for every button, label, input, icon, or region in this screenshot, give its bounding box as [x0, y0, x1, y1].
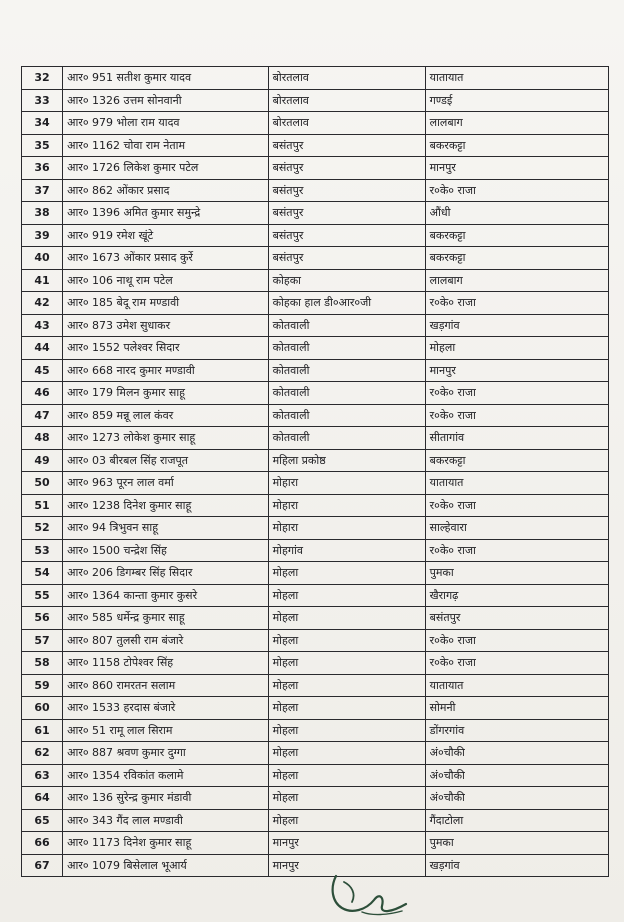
current-posting-cell: कोतवाली	[268, 337, 425, 360]
current-posting-cell: मानपुर	[268, 854, 425, 877]
current-posting-cell: मोहला	[268, 719, 425, 742]
employee-name-cell: आर० 1726 लिकेश कुमार पटेल	[63, 157, 269, 180]
new-posting-cell: यातायात	[425, 67, 608, 90]
employee-name-cell: आर० 1500 चन्द्रेश सिंह	[63, 539, 269, 562]
serial-number-cell: 53	[22, 539, 63, 562]
current-posting-cell: कोतवाली	[268, 314, 425, 337]
serial-number-cell: 65	[22, 809, 63, 832]
table-row	[22, 832, 609, 855]
new-posting-cell: अं०चौकी	[425, 764, 608, 787]
table-row	[22, 292, 609, 315]
serial-number-cell: 41	[22, 269, 63, 292]
new-posting-cell: डोंगरगांव	[425, 719, 608, 742]
serial-number-cell: 67	[22, 854, 63, 877]
employee-name-cell: आर० 963 पूरन लाल वर्मा	[63, 472, 269, 495]
table-row	[22, 629, 609, 652]
current-posting-cell: कोतवाली	[268, 359, 425, 382]
new-posting-cell: लालबाग	[425, 112, 608, 135]
table-row	[22, 157, 609, 180]
new-posting-cell: बसंतपुर	[425, 607, 608, 630]
new-posting-cell: लालबाग	[425, 269, 608, 292]
employee-name-cell: आर० 1238 दिनेश कुमार साहू	[63, 494, 269, 517]
new-posting-cell: औंधी	[425, 202, 608, 225]
table-row	[22, 719, 609, 742]
current-posting-cell: मोहला	[268, 629, 425, 652]
employee-name-cell: आर० 1273 लोकेश कुमार साहू	[63, 427, 269, 450]
current-posting-cell: मोहला	[268, 584, 425, 607]
new-posting-cell: खड़गांव	[425, 314, 608, 337]
table-row	[22, 247, 609, 270]
current-posting-cell: बसंतपुर	[268, 157, 425, 180]
table-row	[22, 449, 609, 472]
current-posting-cell: बसंतपुर	[268, 134, 425, 157]
table-row	[22, 404, 609, 427]
employee-name-cell: आर० 1533 हरदास बंजारे	[63, 697, 269, 720]
table-row	[22, 764, 609, 787]
new-posting-cell: बकरकट्टा	[425, 247, 608, 270]
employee-name-cell: आर० 979 भोला राम यादव	[63, 112, 269, 135]
employee-name-cell: आर० 1354 रविकांत कलामे	[63, 764, 269, 787]
employee-name-cell: आर० 179 मिलन कुमार साहू	[63, 382, 269, 405]
serial-number-cell: 61	[22, 719, 63, 742]
serial-number-cell: 47	[22, 404, 63, 427]
table-row	[22, 674, 609, 697]
new-posting-cell: मानपुर	[425, 157, 608, 180]
new-posting-cell: खड़गांव	[425, 854, 608, 877]
serial-number-cell: 48	[22, 427, 63, 450]
table-row	[22, 854, 609, 877]
current-posting-cell: मोहला	[268, 562, 425, 585]
new-posting-cell: अं०चौकी	[425, 787, 608, 810]
serial-number-cell: 46	[22, 382, 63, 405]
table-row	[22, 742, 609, 765]
table-row	[22, 427, 609, 450]
serial-number-cell: 35	[22, 134, 63, 157]
new-posting-cell: र०के० राजा	[425, 179, 608, 202]
table-row	[22, 179, 609, 202]
serial-number-cell: 50	[22, 472, 63, 495]
employee-name-cell: आर० 859 मन्नू लाल कंवर	[63, 404, 269, 427]
table-row	[22, 472, 609, 495]
serial-number-cell: 51	[22, 494, 63, 517]
table-row	[22, 67, 609, 90]
serial-number-cell: 62	[22, 742, 63, 765]
serial-number-cell: 36	[22, 157, 63, 180]
new-posting-cell: गण्डई	[425, 89, 608, 112]
employee-name-cell: आर० 951 सतीश कुमार यादव	[63, 67, 269, 90]
employee-name-cell: आर० 343 गैंद लाल मण्डावी	[63, 809, 269, 832]
serial-number-cell: 63	[22, 764, 63, 787]
employee-name-cell: आर० 585 धर्मेन्द्र कुमार साहू	[63, 607, 269, 630]
current-posting-cell: बोरतलाव	[268, 112, 425, 135]
new-posting-cell: र०के० राजा	[425, 494, 608, 517]
current-posting-cell: बसंतपुर	[268, 179, 425, 202]
serial-number-cell: 43	[22, 314, 63, 337]
current-posting-cell: बोरतलाव	[268, 67, 425, 90]
serial-number-cell: 45	[22, 359, 63, 382]
serial-number-cell: 32	[22, 67, 63, 90]
new-posting-cell: सोमनी	[425, 697, 608, 720]
table-row	[22, 134, 609, 157]
table-row	[22, 517, 609, 540]
employee-name-cell: आर० 668 नारद कुमार मण्डावी	[63, 359, 269, 382]
current-posting-cell: मोहला	[268, 674, 425, 697]
table-row	[22, 697, 609, 720]
employee-name-cell: आर० 106 नाथू राम पटेल	[63, 269, 269, 292]
transfer-table-body	[22, 67, 609, 877]
employee-name-cell: आर० 1079 बिसेलाल भूआर्य	[63, 854, 269, 877]
current-posting-cell: मोहला	[268, 787, 425, 810]
new-posting-cell: यातायात	[425, 674, 608, 697]
table-row	[22, 112, 609, 135]
serial-number-cell: 59	[22, 674, 63, 697]
serial-number-cell: 64	[22, 787, 63, 810]
new-posting-cell: सीतागांव	[425, 427, 608, 450]
table-row	[22, 359, 609, 382]
current-posting-cell: बसंतपुर	[268, 224, 425, 247]
table-row	[22, 652, 609, 675]
employee-name-cell: आर० 862 ओंकार प्रसाद	[63, 179, 269, 202]
current-posting-cell: मोहगांव	[268, 539, 425, 562]
employee-name-cell: आर० 1162 चोवा राम नेताम	[63, 134, 269, 157]
serial-number-cell: 54	[22, 562, 63, 585]
new-posting-cell: र०के० राजा	[425, 292, 608, 315]
table-row	[22, 314, 609, 337]
serial-number-cell: 44	[22, 337, 63, 360]
serial-number-cell: 40	[22, 247, 63, 270]
table-row	[22, 224, 609, 247]
new-posting-cell: यातायात	[425, 472, 608, 495]
employee-name-cell: आर० 860 रामरतन सलाम	[63, 674, 269, 697]
serial-number-cell: 34	[22, 112, 63, 135]
serial-number-cell: 56	[22, 607, 63, 630]
table-row	[22, 89, 609, 112]
employee-name-cell: आर० 1173 दिनेश कुमार साहू	[63, 832, 269, 855]
signature-mark	[322, 868, 412, 918]
serial-number-cell: 58	[22, 652, 63, 675]
table-row	[22, 202, 609, 225]
serial-number-cell: 57	[22, 629, 63, 652]
employee-name-cell: आर० 1396 अमित कुमार समुन्द्रे	[63, 202, 269, 225]
serial-number-cell: 42	[22, 292, 63, 315]
serial-number-cell: 38	[22, 202, 63, 225]
new-posting-cell: र०के० राजा	[425, 382, 608, 405]
new-posting-cell: पुमका	[425, 562, 608, 585]
new-posting-cell: मानपुर	[425, 359, 608, 382]
employee-name-cell: आर० 919 रमेश खूंटे	[63, 224, 269, 247]
current-posting-cell: मोहला	[268, 697, 425, 720]
new-posting-cell: र०के० राजा	[425, 404, 608, 427]
employee-name-cell: आर० 887 श्रवण कुमार दुग्गा	[63, 742, 269, 765]
current-posting-cell: मानपुर	[268, 832, 425, 855]
employee-name-cell: आर० 807 तुलसी राम बंजारे	[63, 629, 269, 652]
new-posting-cell: बकरकट्टा	[425, 449, 608, 472]
serial-number-cell: 52	[22, 517, 63, 540]
transfer-table	[21, 66, 609, 877]
current-posting-cell: कोतवाली	[268, 404, 425, 427]
serial-number-cell: 60	[22, 697, 63, 720]
table-row	[22, 787, 609, 810]
current-posting-cell: कोहका	[268, 269, 425, 292]
new-posting-cell: साल्हेवारा	[425, 517, 608, 540]
new-posting-cell: गैंदाटोला	[425, 809, 608, 832]
current-posting-cell: मोहला	[268, 652, 425, 675]
table-row	[22, 269, 609, 292]
table-row	[22, 382, 609, 405]
serial-number-cell: 55	[22, 584, 63, 607]
new-posting-cell: खैरागढ़	[425, 584, 608, 607]
current-posting-cell: मोहला	[268, 607, 425, 630]
table-row	[22, 337, 609, 360]
new-posting-cell: पुमका	[425, 832, 608, 855]
new-posting-cell: मोहला	[425, 337, 608, 360]
new-posting-cell: र०के० राजा	[425, 539, 608, 562]
serial-number-cell: 49	[22, 449, 63, 472]
current-posting-cell: मोहारा	[268, 472, 425, 495]
employee-name-cell: आर० 1326 उत्तम सोनवानी	[63, 89, 269, 112]
new-posting-cell: र०के० राजा	[425, 629, 608, 652]
serial-number-cell: 39	[22, 224, 63, 247]
current-posting-cell: मोहारा	[268, 517, 425, 540]
table-row	[22, 584, 609, 607]
employee-name-cell: आर० 03 बीरबल सिंह राजपूत	[63, 449, 269, 472]
current-posting-cell: बोरतलाव	[268, 89, 425, 112]
employee-name-cell: आर० 136 सुरेन्द्र कुमार मंडावी	[63, 787, 269, 810]
employee-name-cell: आर० 206 डिगम्बर सिंह सिदार	[63, 562, 269, 585]
employee-name-cell: आर० 94 त्रिभुवन साहू	[63, 517, 269, 540]
current-posting-cell: बसंतपुर	[268, 202, 425, 225]
serial-number-cell: 37	[22, 179, 63, 202]
employee-name-cell: आर० 1552 पलेश्वर सिदार	[63, 337, 269, 360]
current-posting-cell: कोतवाली	[268, 382, 425, 405]
employee-name-cell: आर० 1364 कान्ता कुमार कुसरे	[63, 584, 269, 607]
table-row	[22, 809, 609, 832]
employee-name-cell: आर० 185 बेदू राम मण्डावी	[63, 292, 269, 315]
current-posting-cell: बसंतपुर	[268, 247, 425, 270]
new-posting-cell: र०के० राजा	[425, 652, 608, 675]
table-row	[22, 539, 609, 562]
serial-number-cell: 33	[22, 89, 63, 112]
current-posting-cell: कोहका हाल डी०आर०जी	[268, 292, 425, 315]
current-posting-cell: मोहला	[268, 764, 425, 787]
current-posting-cell: महिला प्रकोष्ठ	[268, 449, 425, 472]
table-row	[22, 562, 609, 585]
current-posting-cell: मोहला	[268, 742, 425, 765]
employee-name-cell: आर० 51 रामू लाल सिराम	[63, 719, 269, 742]
new-posting-cell: बकरकट्टा	[425, 134, 608, 157]
new-posting-cell: अं०चौकी	[425, 742, 608, 765]
current-posting-cell: कोतवाली	[268, 427, 425, 450]
employee-name-cell: आर० 1673 ओंकार प्रसाद कुर्रे	[63, 247, 269, 270]
table-row	[22, 494, 609, 517]
serial-number-cell: 66	[22, 832, 63, 855]
table-row	[22, 607, 609, 630]
new-posting-cell: बकरकट्टा	[425, 224, 608, 247]
current-posting-cell: मोहारा	[268, 494, 425, 517]
employee-name-cell: आर० 1158 टोपेश्वर सिंह	[63, 652, 269, 675]
employee-name-cell: आर० 873 उमेश सुधाकर	[63, 314, 269, 337]
current-posting-cell: मोहला	[268, 809, 425, 832]
